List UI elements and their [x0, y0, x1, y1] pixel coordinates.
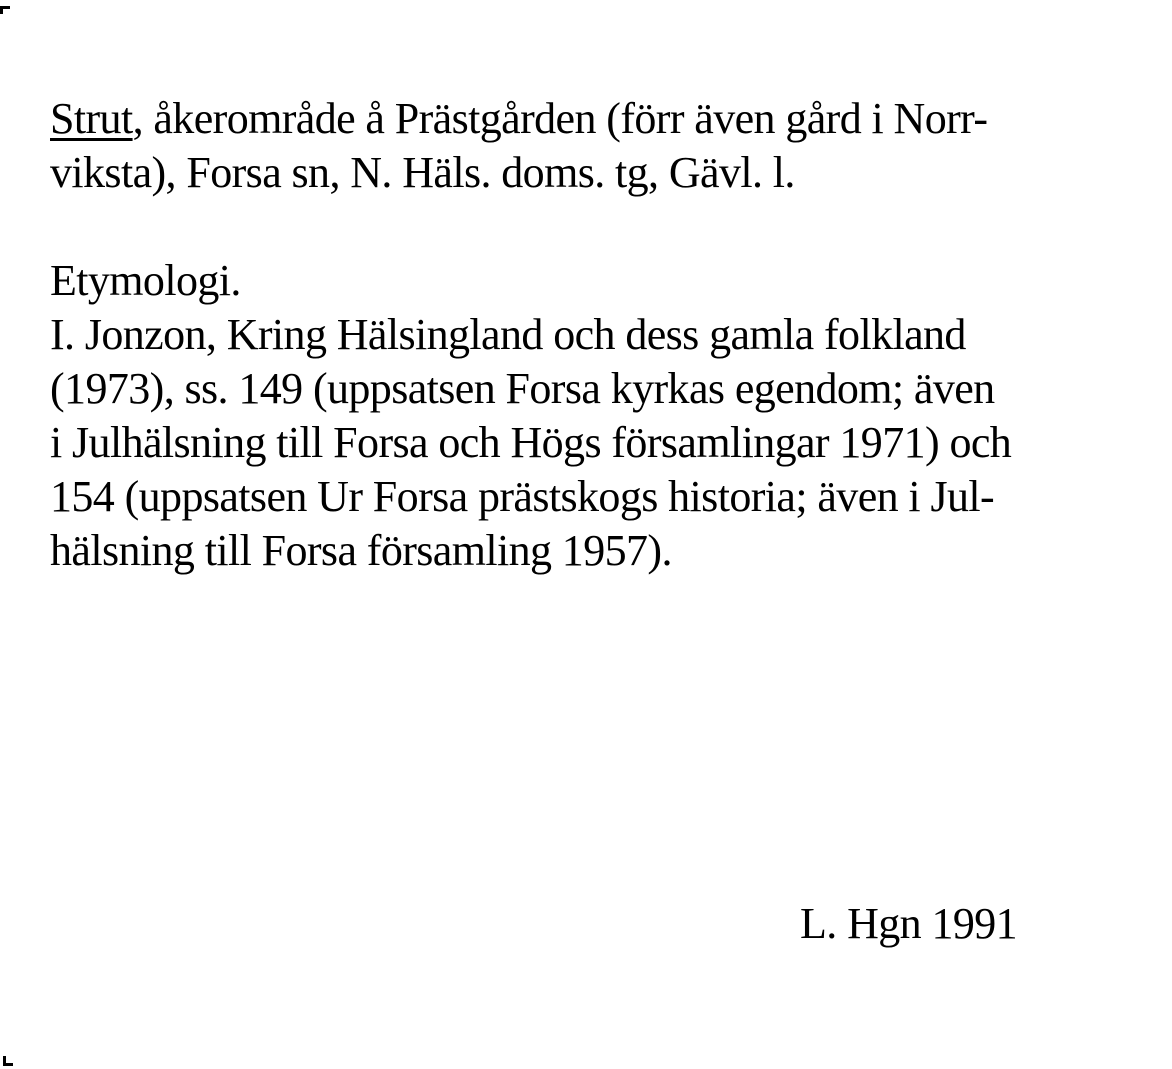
etymology-line-1: I. Jonzon, Kring Hälsingland och dess gamla folkland — [50, 310, 966, 359]
etymology-line-3: i Julhälsning till Forsa och Högs församlingar 1971) och — [50, 418, 1012, 467]
entry-headword: Strut — [50, 94, 133, 143]
etymology-line-5: hälsning till Forsa församling 1957). — [50, 526, 672, 575]
entry-definition-part-1: , åkerområde å Prästgården (förr även gård i Norr- — [132, 94, 988, 143]
crop-mark-top-left-vertical — [0, 6, 3, 14]
signature: L. Hgn 1991 — [800, 899, 1018, 948]
entry-line-1 — [50, 92, 1160, 146]
etymology-line-4: 154 (uppsatsen Ur Forsa prästskogs historia; även i Jul- — [50, 472, 995, 521]
etymology-heading: Etymologi. — [50, 256, 241, 305]
etymology-line-2: (1973), ss. 149 (uppsatsen Forsa kyrkas egendom; även — [50, 364, 995, 413]
entry-line-2: viksta), Forsa sn, N. Häls. doms. tg, Gävl. l. — [50, 148, 795, 197]
index-card-text — [50, 92, 1160, 578]
paragraph-gap — [50, 200, 1160, 254]
crop-mark-bottom-left-vertical — [3, 1056, 6, 1066]
